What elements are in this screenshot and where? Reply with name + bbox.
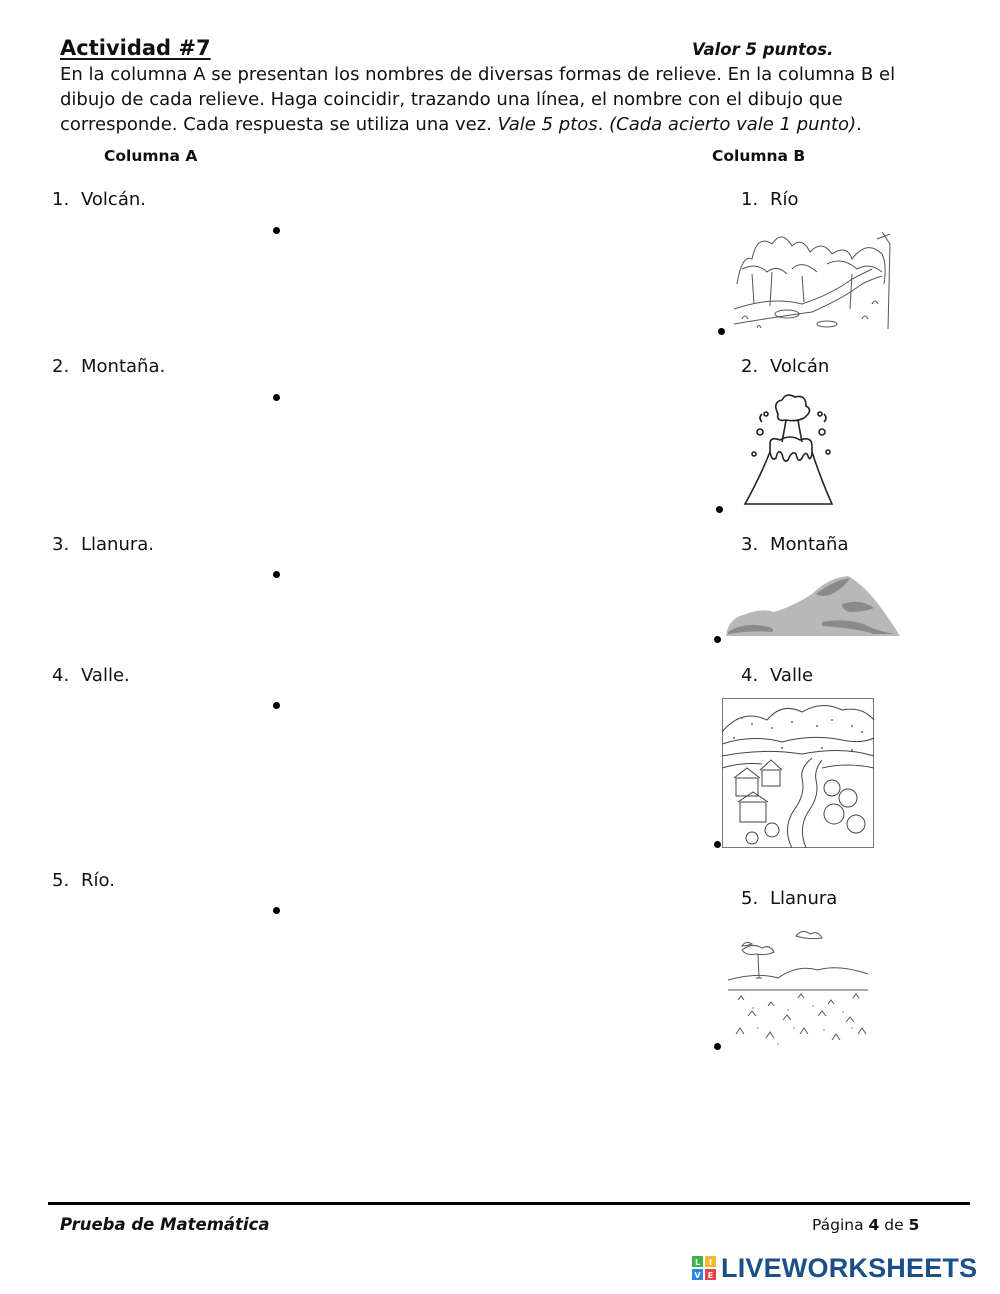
page-current: 4 [868,1216,880,1234]
activity-title: Actividad #7 [60,36,211,60]
instructions-line-3 [60,112,960,137]
liveworksheets-logo-icon [692,1256,718,1280]
instructions-points: Vale 5 ptos [497,114,598,135]
column-a-connector-dot-1[interactable] [273,227,280,234]
item-label: Río. [81,870,115,891]
page-prefix: Página [812,1216,869,1234]
item-number: 2. [52,356,70,377]
column-a-connector-dot-3[interactable] [273,571,280,578]
column-b-item-valle [741,665,813,686]
logo-letter-i: I [709,1258,712,1267]
column-a-item-volcan [52,189,146,210]
column-b-heading: Columna B [712,147,806,165]
column-a-item-llanura [52,534,154,555]
item-label: Volcán [770,356,830,377]
column-a-connector-dot-4[interactable] [273,702,280,709]
item-label: Montaña [770,534,849,555]
column-a-connector-dot-5[interactable] [273,907,280,914]
item-label: Llanura. [81,534,155,555]
column-b-connector-dot-3[interactable] [714,636,721,643]
plain-drawing-icon [728,920,868,1050]
column-b-item-montana [741,534,848,555]
instructions-line-2: dibujo de cada relieve. Haga coincidir, trazando una línea, el nombre con el dibujo que [60,89,843,110]
instructions-text: corresponde. Cada respuesta se utiliza una vez. [60,114,498,135]
item-label: Volcán. [81,189,146,210]
logo-letter-v: V [694,1271,701,1280]
item-number: 4. [52,665,70,686]
column-a-item-montana [52,356,165,377]
column-a-item-valle [52,665,130,686]
river-drawing-icon [732,224,892,332]
activity-value: Valor 5 puntos. [692,40,834,59]
liveworksheets-brand[interactable] [692,1253,977,1283]
instructions-end: . [856,114,862,135]
item-number: 1. [52,189,70,210]
item-label: Llanura [770,888,838,909]
item-number: 3. [741,534,759,555]
column-b-item-rio [741,189,799,210]
column-a-heading: Columna A [104,147,198,165]
item-number: 3. [52,534,70,555]
item-label: Valle. [81,665,130,686]
column-a-connector-dot-2[interactable] [273,394,280,401]
item-number: 4. [741,665,759,686]
logo-letter-e: E [707,1271,714,1280]
column-b-connector-dot-5[interactable] [714,1043,721,1050]
instructions [60,62,960,137]
logo-letter-l: L [694,1258,701,1267]
footer-subject: Prueba de Matemática [60,1215,270,1234]
column-b-connector-dot-1[interactable] [718,328,725,335]
volcano-drawing-icon [740,392,840,510]
instructions-per-answer: (Cada acierto vale 1 punto) [609,114,857,135]
mountain-drawing-icon [724,572,902,640]
valley-drawing-icon [722,698,874,848]
item-number: 5. [52,870,70,891]
brand-name: LIVEWORKSHEETS [721,1252,978,1283]
column-b-connector-dot-2[interactable] [716,506,723,513]
item-label: Río [770,189,799,210]
column-b-item-volcan [741,356,829,377]
column-a-item-rio [52,870,115,891]
item-label: Montaña. [81,356,166,377]
page-sep: de [879,1216,909,1234]
page-total: 5 [908,1216,920,1234]
item-number: 1. [741,189,759,210]
column-b-connector-dot-4[interactable] [714,841,721,848]
item-number: 5. [741,888,759,909]
item-label: Valle [770,665,814,686]
footer-divider [48,1202,970,1205]
page-number [812,1216,919,1234]
item-number: 2. [741,356,759,377]
instructions-line-1: En la columna A se presentan los nombres de diversas formas de relieve. En la columna B el [60,64,896,85]
column-b-item-llanura [741,888,837,909]
instructions-dot: . [597,114,610,135]
